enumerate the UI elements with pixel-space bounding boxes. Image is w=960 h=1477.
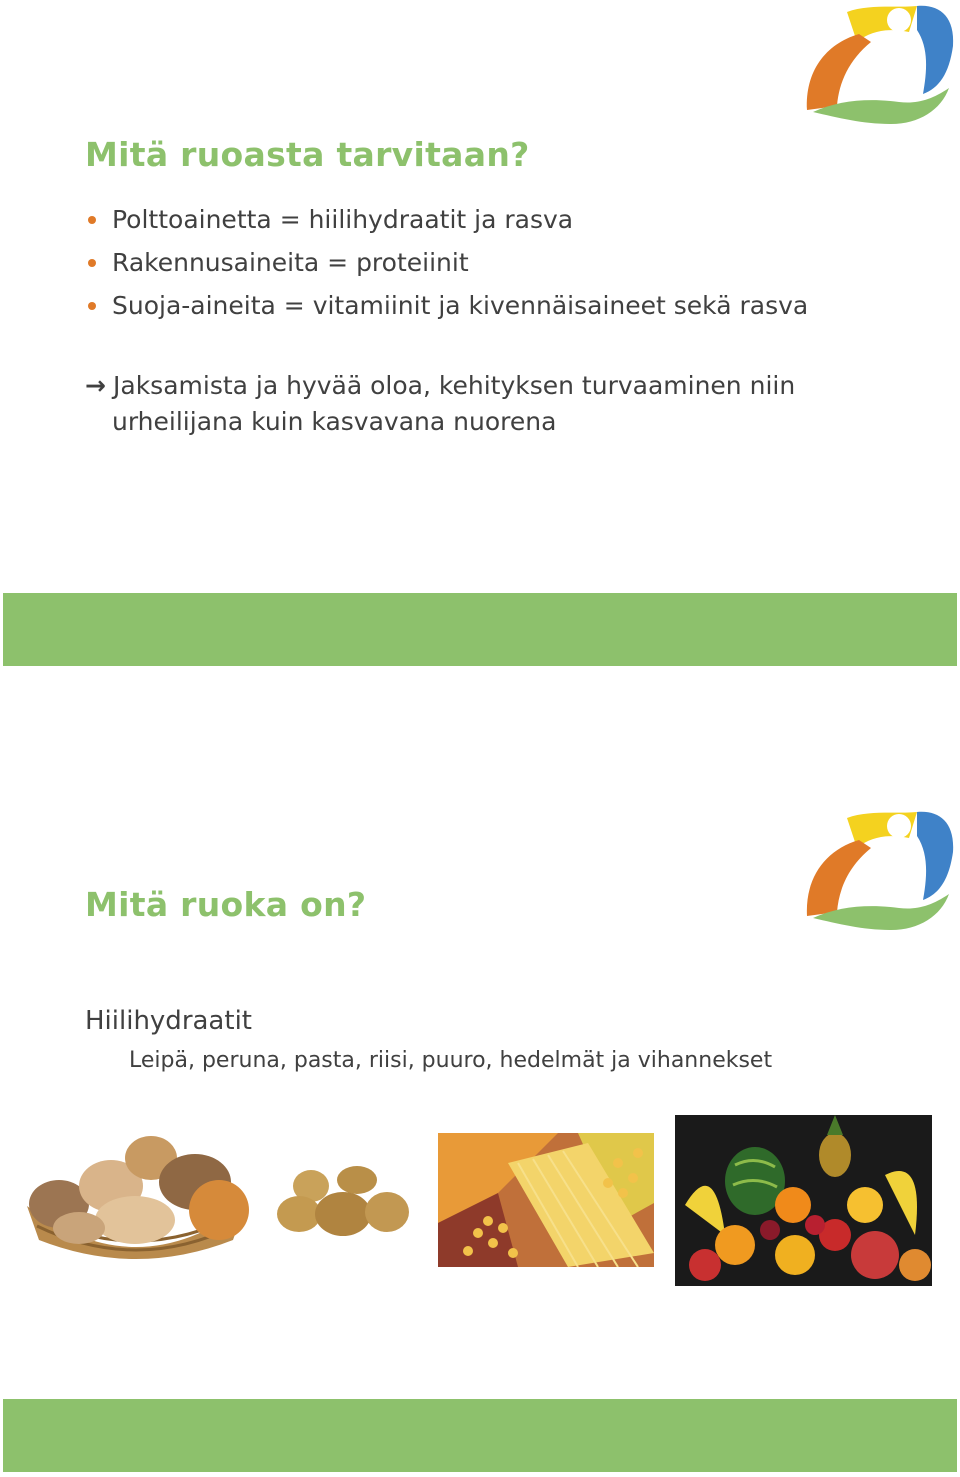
fruit-pile-image xyxy=(675,1115,932,1286)
bread-basket-image xyxy=(19,1128,253,1262)
bullet-list xyxy=(85,198,808,327)
conclusion-line-1: Jaksamista ja hyvää oloa, kehityksen turvaaminen niin xyxy=(113,371,796,400)
list-item xyxy=(85,198,808,241)
bullet-icon xyxy=(88,259,96,267)
bullet-icon xyxy=(88,216,96,224)
bullet-text: Rakennusaineita = proteiinit xyxy=(112,248,469,277)
logo-icon xyxy=(799,808,957,932)
pasta-image xyxy=(438,1133,654,1267)
subheading: Hiilihydraatit xyxy=(85,1006,252,1036)
conclusion-line-2: urheilijana kuin kasvavana nuorena xyxy=(112,407,557,436)
logo-icon xyxy=(799,2,957,126)
bullet-text: Suoja-aineita = vitamiinit ja kivennäisaineet sekä rasva xyxy=(112,291,809,320)
arrow-right-icon: → xyxy=(85,371,106,400)
conclusion-text xyxy=(85,368,905,440)
subheading-examples: Leipä, peruna, pasta, riisi, puuro, hedelmät ja vihannekset xyxy=(129,1048,773,1073)
slide-2 xyxy=(3,806,957,1472)
slide-1 xyxy=(3,0,957,666)
potatoes-image xyxy=(271,1156,413,1240)
footer-band xyxy=(3,593,957,666)
list-item xyxy=(85,241,808,284)
bullet-text: Polttoainetta = hiilihydraatit ja rasva xyxy=(112,205,574,234)
slide-title: Mitä ruoasta tarvitaan? xyxy=(85,135,530,174)
slide-title: Mitä ruoka on? xyxy=(85,885,367,924)
footer-band xyxy=(3,1399,957,1472)
list-item xyxy=(85,284,808,327)
bullet-icon xyxy=(88,302,96,310)
